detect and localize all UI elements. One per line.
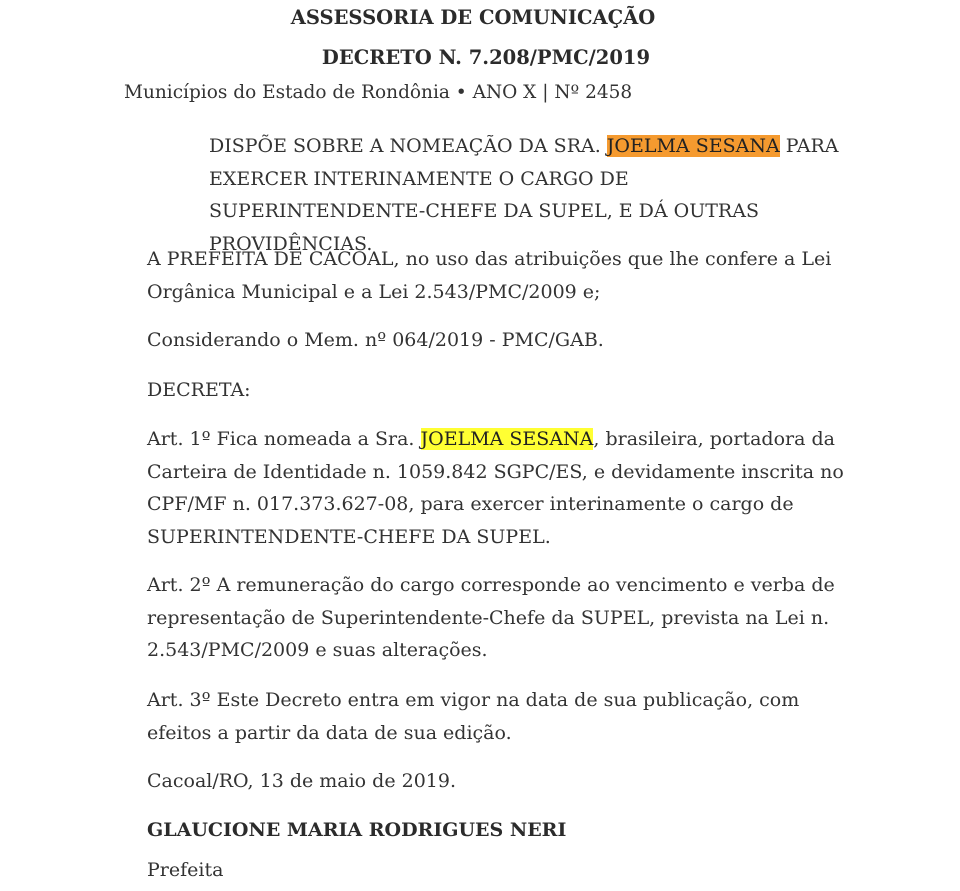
agency-heading: ASSESSORIA DE COMUNICAÇÃO <box>290 6 656 29</box>
signatory-name: GLAUCIONE MARIA RODRIGUES NERI <box>147 819 567 841</box>
article-1-text-before: Art. 1º Fica nomeada a Sra. <box>147 428 421 450</box>
article-2: Art. 2º A remuneração do cargo corresponde ao vencimento e verba de representação de Superintendente-Chefe da SUPEL, prevista na Lei n. 2.543/PMC/2009 e suas alterações. <box>147 574 835 661</box>
article-1-text-after: , brasileira, portadora da Carteira de Identidade n. 1059.842 SGPC/ES, e devidamente inscrita no CPF/MF n. 017.373.627-08, para exercer interinamente o cargo de SUPERINTENDENTE-CHEFE DA SUPEL. <box>147 428 844 548</box>
highlighted-name-yellow: JOELMA SESANA <box>420 428 594 450</box>
place-date: Cacoal/RO, 13 de maio de 2019. <box>147 770 457 792</box>
article-1 <box>147 423 852 553</box>
considerando-paragraph: Considerando o Mem. nº 064/2019 - PMC/GAB. <box>147 329 604 351</box>
ementa-text-after: PARA EXERCER INTERINAMENTE O CARGO DE SUPERINTENDENTE-CHEFE DA SUPEL, E DÁ OUTRAS PROVIDÊNCIAS. <box>209 135 839 255</box>
article-3: Art. 3º Este Decreto entra em vigor na data de sua publicação, com efeitos a partir da data de sua edição. <box>147 689 800 744</box>
publication-info: Municípios do Estado de Rondônia • ANO X | Nº 2458 <box>124 82 633 103</box>
decree-title: DECRETO N. 7.208/PMC/2019 <box>321 46 651 69</box>
signatory-title: Prefeita <box>147 859 224 881</box>
highlighted-name-orange: JOELMA SESANA <box>606 135 780 157</box>
ementa-text-before: DISPÕE SOBRE A NOMEAÇÃO DA SRA. <box>209 135 607 157</box>
preamble-paragraph: A PREFEITA DE CACOAL, no uso das atribuições que lhe confere a Lei Orgânica Municipal e a Lei 2.543/PMC/2009 e; <box>147 248 832 303</box>
decreta-heading: DECRETA: <box>147 379 251 401</box>
ementa-paragraph <box>209 130 849 260</box>
